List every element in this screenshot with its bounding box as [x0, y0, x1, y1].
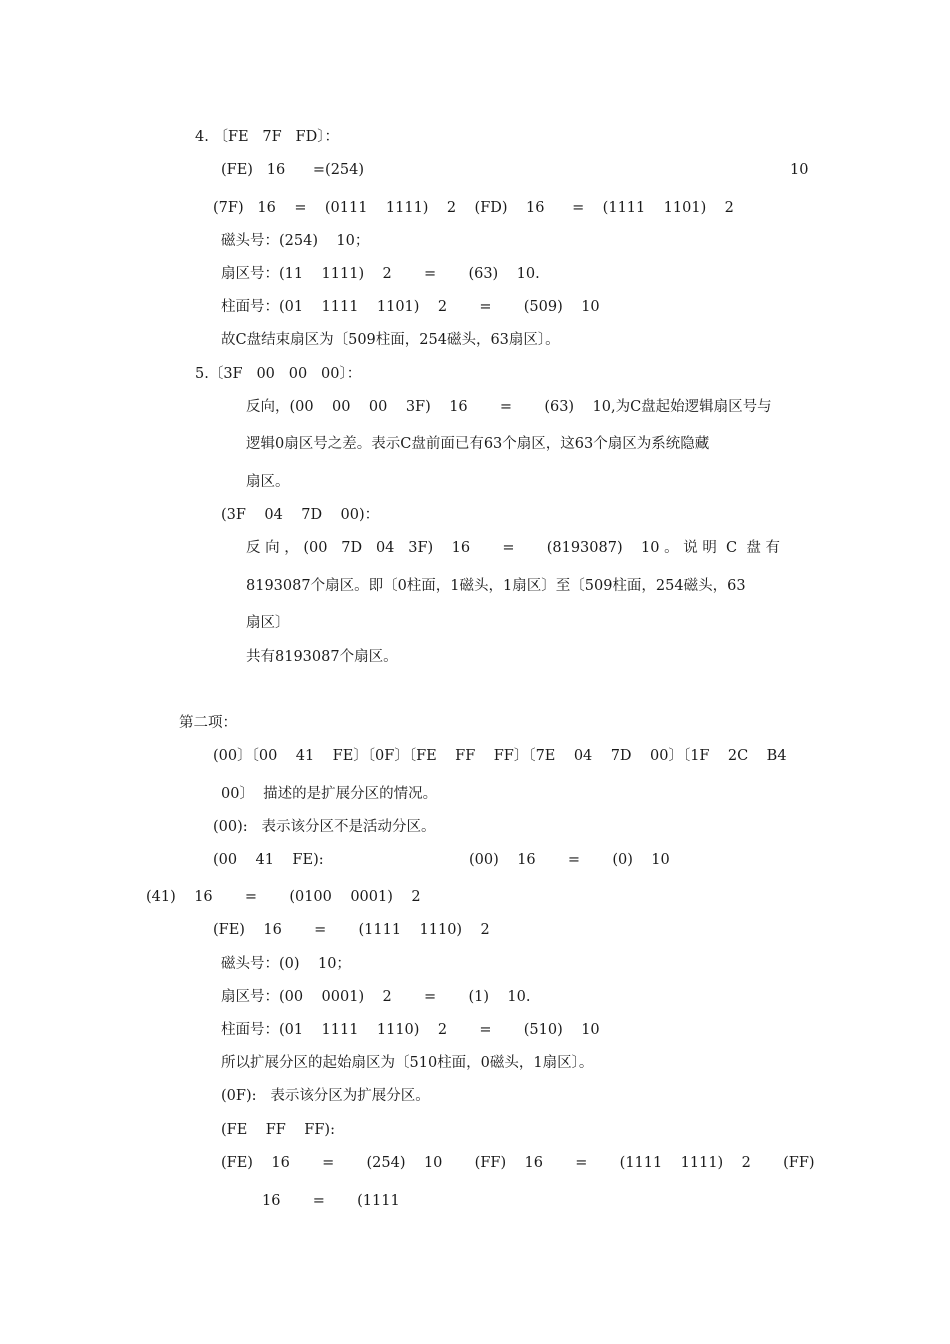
section2-end-conversions: (FE) 16 = (254) 10 (FF) 16 = (1111 1111) 2 (FF)	[221, 1155, 815, 1171]
section2-active-flag: (00): 表示该分区不是活动分区。	[213, 819, 436, 835]
section2-cylinder-number: 柱面号：(01 1111 1110) 2 = (510) 10	[221, 1022, 600, 1038]
section2-bytes-line1: (00〕〔00 41 FE〕〔0F〕〔FE FF FF〕〔7E 04 7D 00〕〔1F 2C B4	[213, 748, 787, 764]
section2-head-number: 磁头号：(0) 10；	[221, 956, 351, 972]
section2-type-flag: (0F): 表示该分区为扩展分区。	[221, 1088, 430, 1104]
item5-paragraph1-line1: 反向，(00 00 00 3F) 16 = (63) 10,为C盘起始逻辑扇区号与	[246, 399, 772, 415]
item4-head-number: 磁头号：(254) 10；	[221, 233, 370, 249]
item5-paragraph2-line2: 8193087个扇区。即〔0柱面，1磁头，1扇区〕至〔509柱面，254磁头，63	[246, 578, 746, 594]
section2-fe-conversion: (FE) 16 = (1111 1110) 2	[213, 922, 490, 938]
item5-paragraph2-line1: 反 向 ， (00 7D 04 3F) 16 = (8193087) 10 。 说 明 C 盘 有	[246, 540, 780, 556]
item5-paragraph1-line3: 扇区。	[246, 474, 290, 490]
item5-heading: 5.〔3F 00 00 00〕：	[195, 366, 362, 382]
item5-paragraph2-line3: 扇区〕	[246, 615, 290, 631]
section2-end-conversions-cont: 16 = (1111	[262, 1193, 400, 1209]
section2-41-conversion: (41) 16 = (0100 0001) 2	[146, 889, 421, 905]
item4-sector-number: 扇区号：(11 1111) 2 = (63) 10.	[221, 266, 540, 282]
item5-paragraph2-line4: 共有8193087个扇区。	[246, 649, 398, 665]
section2-bytes-line2: 00〕 描述的是扩展分区的情况。	[221, 786, 438, 802]
item5-subheading: (3F 04 7D 00)：	[221, 507, 380, 523]
item4-heading: 4. 〔FE 7F FD〕：	[195, 129, 339, 145]
item4-cylinder-number: 柱面号：(01 1111 1101) 2 = (509) 10	[221, 299, 600, 315]
section2-sector-number: 扇区号：(00 0001) 2 = (1) 10.	[221, 989, 531, 1005]
item4-fe-base: 10	[790, 162, 809, 178]
item4-7f-fd-conversion: (7F) 16 = (0111 1111) 2 (FD) 16 = (1111 1101) 2	[213, 200, 734, 216]
section2-title: 第二项：	[179, 715, 237, 731]
section2-start-chs-label: (00 41 FE):	[213, 852, 324, 868]
item4-conclusion: 故C盘结束扇区为〔509柱面，254磁头，63扇区〕。	[221, 332, 560, 348]
item4-fe-conversion: (FE) 16 =(254)	[221, 162, 365, 178]
section2-start-conclusion: 所以扩展分区的起始扇区为〔510柱面，0磁头，1扇区〕。	[221, 1055, 594, 1071]
item5-paragraph1-line2: 逻辑0扇区号之差。表示C盘前面已有63个扇区，这63个扇区为系统隐藏	[246, 436, 710, 452]
section2-end-chs-label: (FE FF FF):	[221, 1122, 335, 1138]
section2-00-conversion: (00) 16 = (0) 10	[469, 852, 670, 868]
